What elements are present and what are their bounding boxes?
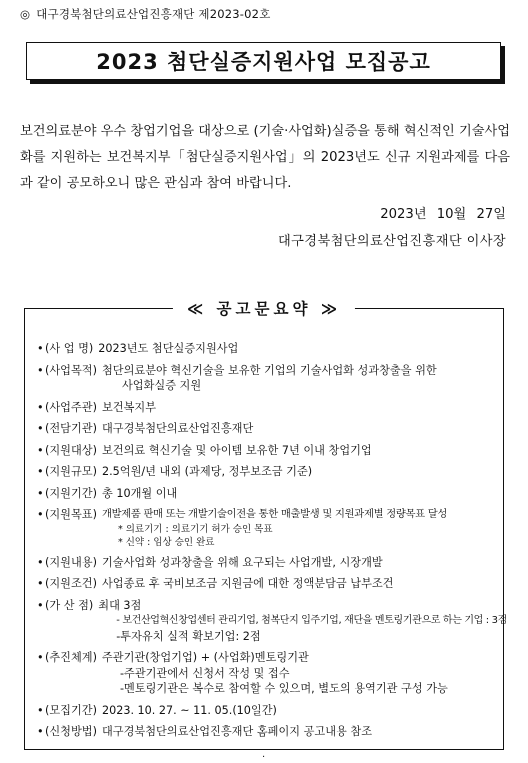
summary-title: ≪ 공고문요약 ≫ — [173, 297, 355, 319]
item-label: • (추진체계) — [45, 651, 97, 664]
item-content: 보건복지부 — [101, 400, 157, 414]
item-label: • (지원규모) — [45, 465, 97, 478]
item-content: 기술사업화 성과창출을 위해 요구되는 사업개발, 시장개발 — [101, 555, 383, 569]
summary-item-project-name — [37, 341, 503, 357]
item-content: 2023년도 첨단실증지원사업 — [98, 342, 239, 355]
footer-dot: · — [262, 752, 266, 763]
summary-item-target — [37, 443, 503, 459]
summary-item-bonus — [37, 598, 507, 645]
item-label: • (신청방법) — [45, 725, 97, 738]
summary-item-purpose — [37, 363, 503, 394]
item-label: • (가 산 점) — [45, 598, 94, 612]
page-title: 2023 첨단실증지원사업 모집공고 — [96, 50, 431, 74]
item-content: 2.5억원/년 내외 (과제당, 정부보조금 기준) — [101, 465, 313, 478]
summary-item-application-method — [37, 724, 503, 740]
summary-item-agency — [37, 421, 503, 437]
structure-line-1: -주관기관에서 신청서 작성 및 접수 — [119, 666, 290, 680]
summary-item-host — [37, 400, 503, 416]
item-label: • (사 업 명) — [45, 342, 94, 355]
summary-box — [24, 300, 507, 750]
structure-line-2: -멘토링기관은 복수로 참여할 수 있으며, 별도의 용역기관 구성 가능 — [119, 682, 448, 695]
summary-item-recruitment-period — [37, 703, 503, 719]
item-content: 보건의료 혁신기술 및 아이템 보유한 7년 이내 창업기업 — [101, 443, 372, 457]
document-number-text: 대구경북첨단의료산업진흥재단 제2023-02호 — [36, 7, 271, 21]
item-content: 개발제품 판매 또는 개발기술이전을 통한 매출발생 및 지원과제별 정량목표 달성 — [101, 508, 448, 520]
item-label: • (전담기관) — [45, 422, 97, 435]
item-content-continued: 사업화실증 지원 — [121, 379, 202, 392]
item-label: • (지원목표) — [45, 508, 97, 521]
item-content: 주관기관(창업기업) + (사업화)멘토링기관 — [101, 651, 309, 664]
announcement-date: 2023년 10월 27일 — [380, 207, 506, 222]
goal-note-drug: * 신약 : 임상 승인 완료 — [117, 536, 215, 548]
item-content: 사업종료 후 국비보조금 지원금에 대한 정액분담금 납부조건 — [101, 577, 394, 590]
item-label: • (모집기간) — [45, 703, 97, 717]
item-label: • (지원조건) — [45, 577, 97, 590]
item-label: • (사업목적) — [45, 363, 97, 377]
bonus-line-2: -투자유치 실적 확보기업: 2점 — [116, 629, 261, 643]
item-content: 첨단의료분야 혁신기술을 보유한 기업의 기술사업화 성과창출을 위한 — [101, 363, 437, 377]
summary-item-goal — [37, 507, 503, 549]
signer: 대구경북첨단의료산업진흥재단 이사장 — [278, 234, 506, 249]
goal-note-device: * 의료기기 : 의료기기 허가 승인 목표 — [117, 523, 273, 535]
item-label: • (사업주관) — [45, 400, 97, 414]
summary-item-period — [37, 486, 503, 502]
item-content: 최대 3점 — [98, 598, 142, 612]
summary-item-structure — [37, 650, 503, 697]
double-circle-icon: ◎ — [20, 7, 31, 21]
summary-list — [25, 309, 507, 740]
item-label: • (지원대상) — [45, 443, 97, 457]
summary-item-scale — [37, 464, 503, 480]
summary-item-condition — [37, 576, 503, 592]
item-content: 2023. 10. 27. ~ 11. 05.(10일간) — [101, 703, 277, 717]
item-content: 대구경북첨단의료산업진흥재단 — [101, 422, 254, 435]
title-box — [26, 42, 501, 80]
item-label: • (지원내용) — [45, 555, 97, 569]
intro-paragraph: 보건의료분야 우수 창업기업을 대상으로 (기술·사업화)실증을 통해 혁신적인 기술사업화를 지원하는 보건복지부「첨단실증지원사업」의 2023년도 신규 지원과제를 다음과 같이 공모하오니 많은 관심과 참여 바랍니다. — [20, 124, 510, 191]
item-label: • (지원기간) — [45, 486, 97, 500]
summary-item-content — [37, 555, 503, 571]
item-content: 총 10개월 이내 — [101, 486, 178, 500]
bonus-line-1: - 보건산업혁신창업센터 관리기업, 첨복단지 입주기업, 재단을 멘토링기관으로 하는 기업 : 3점 — [116, 615, 507, 626]
document-number — [20, 6, 271, 22]
item-content: 대구경북첨단의료산업진흥재단 홈페이지 공고내용 참조 — [101, 725, 373, 738]
